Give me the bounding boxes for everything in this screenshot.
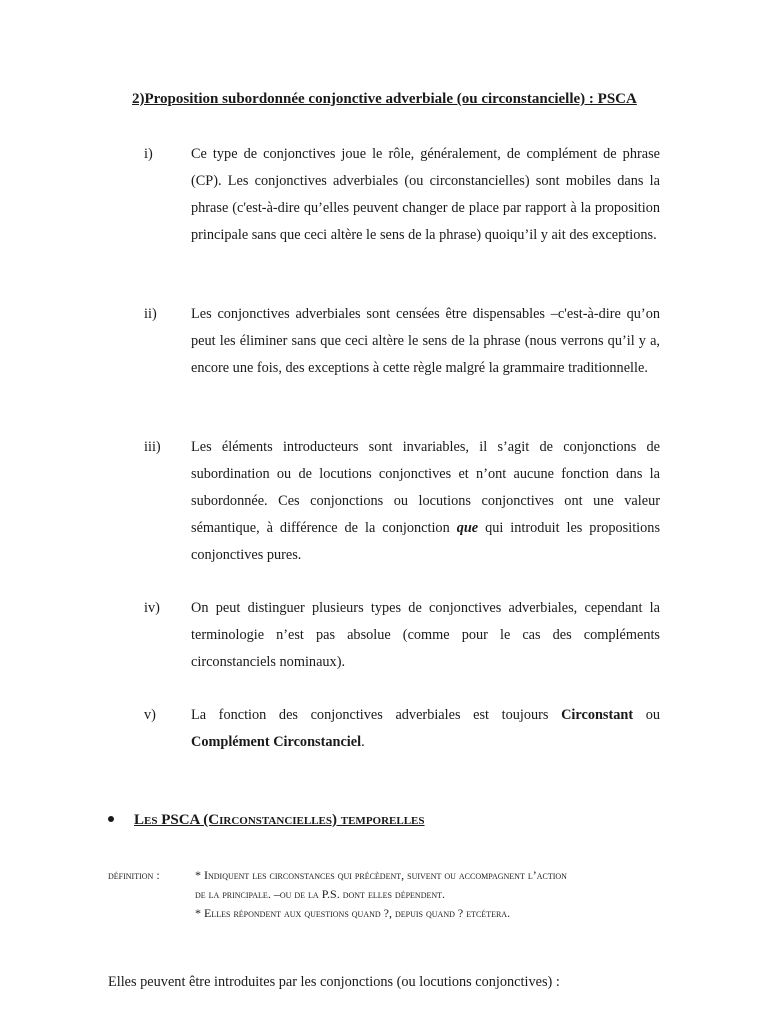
list-item-iii — [144, 434, 660, 569]
closing-sentence: Elles peuvent être introduites par les conjonctions (ou locutions conjonctives) : — [108, 974, 560, 990]
list-item-text: Ce type de conjonctives joue le rôle, généralement, de complément de phrase (CP). Les conjonctives adverbiales (ou circonstancielles) sont mobiles dans la phrase (c'est-à-dire qu’elles peuvent changer de place par rapport à la proposition principale sans que ceci altère le sens de la phrase) quoiqu’il y ait des exceptions. — [191, 146, 660, 243]
list-item-text: On peut distinguer plusieurs types de conjonctives adverbiales, cependant la terminologie n’est pas absolue (comme pour le cas des compléments circonstanciels nominaux). — [191, 600, 660, 670]
bullet-icon — [108, 816, 114, 822]
list-item-text — [191, 434, 660, 569]
text-segment: Les éléments introducteurs sont invariables, il s’agit de conjonctions de subordination ou de locutions conjonctives et n’ont aucune fonction dans la subordonnée. Ces conjonctions ou locutions conjonctives ont une valeur sémantique, à différence de la conjonction — [191, 439, 660, 536]
list-item-iv — [144, 595, 660, 676]
text-segment: qui introduit les propositions conjonctives pures. — [191, 520, 661, 563]
list-item-v — [144, 702, 660, 756]
bold-term-circonstant: Circonstant — [561, 707, 634, 723]
text-segment: La fonction des conjonctives adverbiales est toujours — [191, 707, 562, 723]
section-title: Les PSCA (Circonstancielles) temporelles — [134, 812, 425, 828]
text-segment: ou — [633, 707, 661, 723]
definition-line-3: * Elles répondent aux questions quand ?, depuis quand ? etcétera. — [195, 906, 511, 920]
list-number: iv) — [144, 600, 160, 616]
definition-label: définition : — [108, 868, 160, 882]
list-item-text: Les conjonctives adverbiales sont censées être dispensables –c'est-à-dire qu’on peut les éliminer sans que ceci altère le sens de la phrase (nous verrons qu’il y a, encore une fois, des exceptions à cette règle malgré la grammaire traditionnelle. — [191, 306, 660, 376]
section-bullet — [108, 812, 425, 829]
list-number: i) — [144, 146, 153, 162]
list-item-ii — [144, 301, 660, 382]
section-heading: 2)Proposition subordonnée conjonctive adverbiale (ou circonstancielle) : PSCA — [132, 91, 637, 107]
list-number: ii) — [144, 306, 157, 322]
text-segment: . — [361, 734, 365, 750]
list-item-i — [144, 141, 660, 249]
list-item-text — [191, 702, 660, 756]
emphasis-que: que — [456, 520, 479, 536]
definition-line-1: * Indiquent les circonstances qui précèdent, suivent ou accompagnent l’action — [195, 868, 567, 882]
bold-term-complement: Complément Circonstanciel — [191, 734, 362, 750]
list-number: v) — [144, 707, 156, 723]
list-number: iii) — [144, 439, 161, 455]
definition-block — [108, 866, 668, 923]
definition-line-2: de la principale. –ou de la P.S. dont elles dépendent. — [195, 887, 446, 901]
